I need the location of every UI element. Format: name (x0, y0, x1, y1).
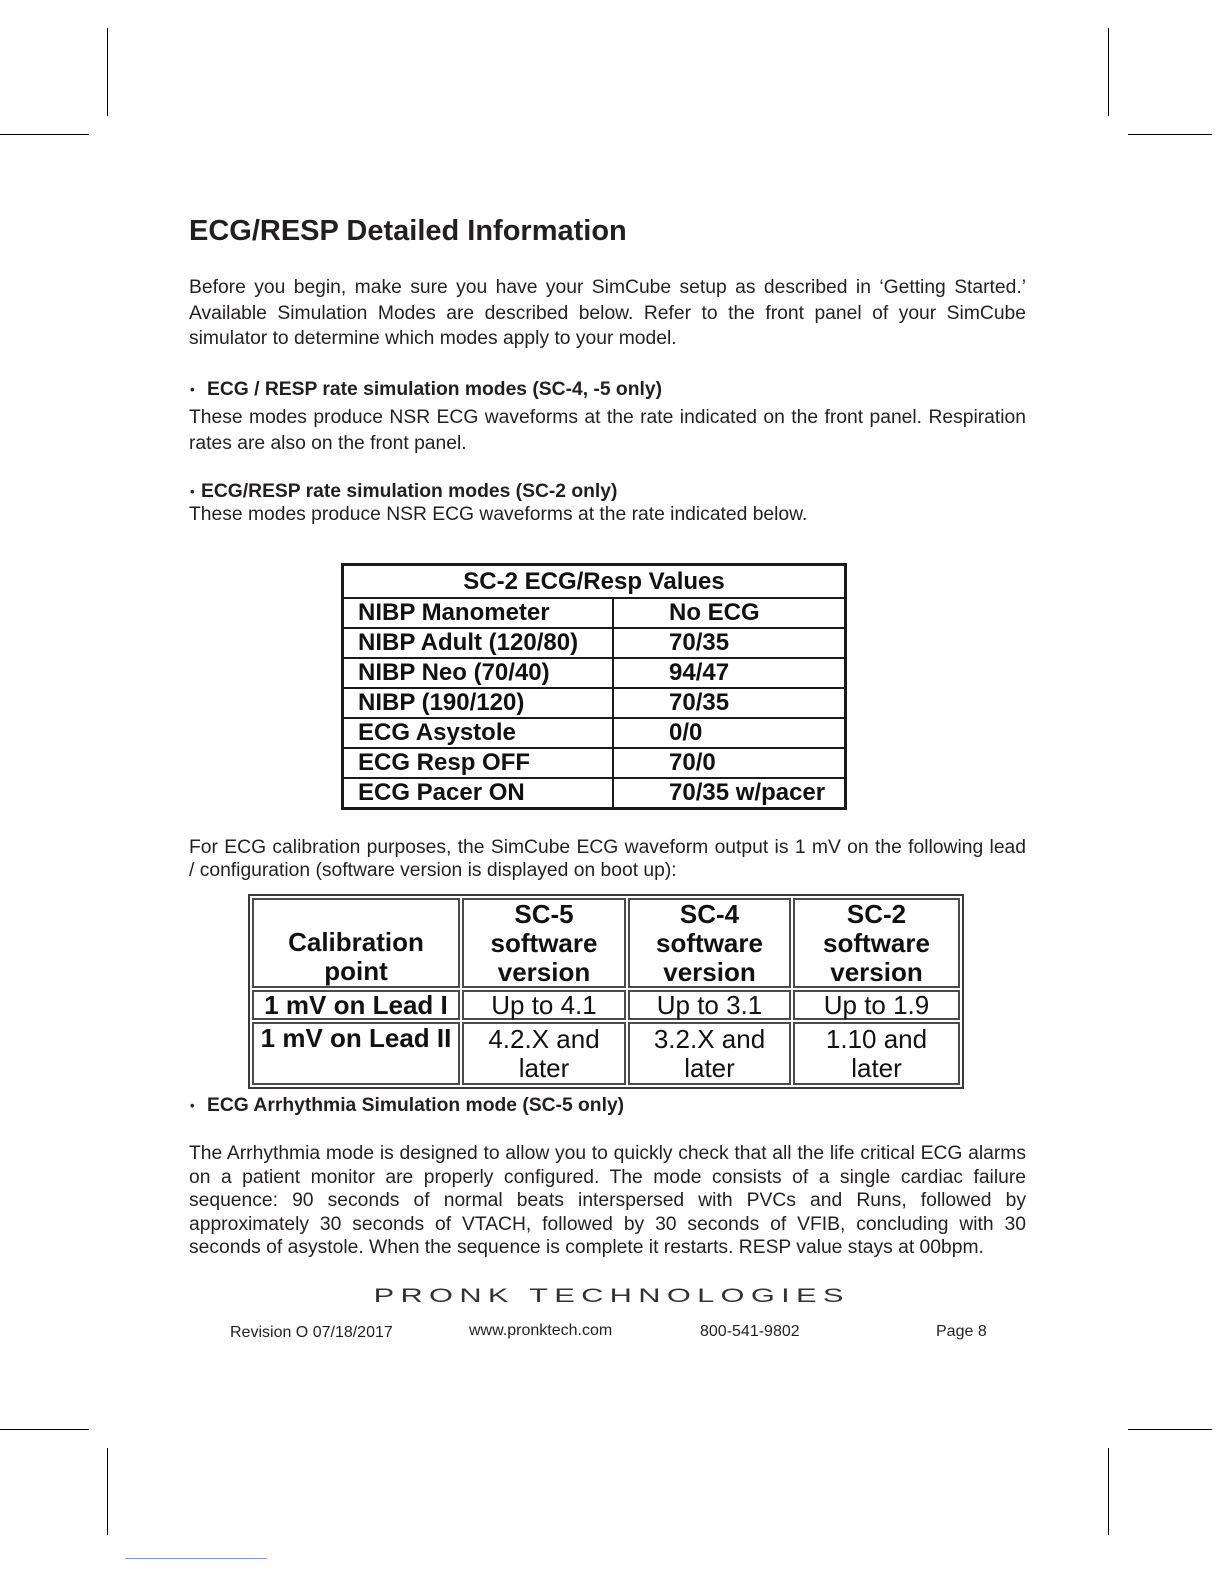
table-row (344, 719, 844, 749)
sc45-paragraph (189, 405, 1026, 457)
revision-date: Revision O 07/18/2017 (230, 1324, 393, 1341)
crop-mark-top-left-horizontal (0, 134, 89, 135)
crop-mark-bottom-right-vertical (1108, 1448, 1109, 1535)
page-number: Page 8 (936, 1323, 987, 1340)
table-cell-mode: NIBP Manometer (344, 599, 614, 627)
table-cell-value: 70/0 (669, 749, 716, 776)
table-cell-mode: ECG Pacer ON (344, 779, 614, 807)
crop-mark-top-right-horizontal (1128, 134, 1212, 135)
table-cell-mode: NIBP Neo (70/40) (344, 659, 614, 687)
calibration-paragraph (189, 836, 1026, 882)
paragraph-line: rates are also on the front panel. (189, 433, 467, 454)
table-row (344, 659, 844, 689)
paragraph-line: Available Simulation Modes are described below. Refer to the front panel of your SimCube (189, 302, 1026, 324)
page-title: ECG/RESP Detailed Information (189, 215, 627, 247)
paragraph-line: on a patient monitor are properly configured. The mode consists of a single cardiac failure (189, 1166, 1026, 1188)
table-row (344, 689, 844, 719)
section-heading-text: ECG Arrhythmia Simulation mode (SC-5 only) (207, 1095, 625, 1116)
table-header-sc2: SC-2 software version (793, 898, 960, 988)
table-cell-sc2-version: 1.10 and later (793, 1022, 960, 1085)
paragraph-line: For ECG calibration purposes, the SimCube ECG waveform output is 1 mV on the following lead (189, 837, 1026, 858)
paragraph-line: / configuration (software version is displayed on boot up): (189, 860, 677, 881)
crop-mark-top-right-vertical (1108, 28, 1109, 116)
table-row (344, 629, 844, 659)
phone-number: 800-541-9802 (700, 1323, 800, 1340)
website: www.pronktech.com (469, 1322, 613, 1339)
table-cell-mode: ECG Resp OFF (344, 749, 614, 777)
section-heading-sc45 (189, 378, 662, 402)
crop-mark-bottom-left-vertical (107, 1448, 108, 1535)
table-cell-sc4-version: 3.2.X and later (628, 1022, 791, 1085)
table-row (344, 779, 844, 807)
table-header-calibration-point: Calibration point (252, 898, 460, 988)
bullet-icon: • (190, 1098, 195, 1113)
crop-mark-bottom-left-horizontal (0, 1429, 89, 1430)
paragraph-line: Before you begin, make sure you have your SimCube setup as described in ‘Getting Started.’ (189, 277, 1026, 298)
table-cell-sc5-version: 4.2.X and later (462, 1022, 626, 1085)
table-cell-value: 70/35 (669, 629, 730, 656)
bottom-blue-rule (125, 1558, 267, 1559)
table-cell-value: 94/47 (669, 659, 730, 686)
intro-paragraph (189, 275, 1026, 352)
paragraph-line: These modes produce NSR ECG waveforms at the rate indicated below. (189, 504, 808, 525)
table-cell-sc4-version: Up to 3.1 (628, 990, 791, 1020)
table-cell-mode: ECG Asystole (344, 719, 614, 747)
section-heading-text: ECG/RESP rate simulation modes (SC-2 only) (201, 481, 618, 502)
table-cell-mode: NIBP Adult (120/80) (344, 629, 614, 657)
paragraph-line: The Arrhythmia mode is designed to allow you to quickly check that all the life critical ECG alarms (189, 1143, 1026, 1164)
paragraph-line: These modes produce NSR ECG waveforms at the rate indicated on the front panel. Respiration (189, 407, 1026, 428)
crop-mark-bottom-right-horizontal (1128, 1429, 1212, 1430)
paragraph-line: approximately 30 seconds of VTACH, followed by 30 seconds of VFIB, concluding with 30 (189, 1213, 1026, 1235)
table-cell-mode: NIBP (190/120) (344, 689, 614, 717)
table-header-sc4: SC-4 software version (628, 898, 791, 988)
calibration-table (248, 894, 964, 1089)
table-cell-lead: 1 mV on Lead II (252, 1022, 460, 1085)
table-cell-sc5-version: Up to 4.1 (462, 990, 626, 1020)
table-title: SC-2 ECG/Resp Values (344, 566, 844, 599)
sc2-values-table (341, 563, 847, 810)
sc2-paragraph (189, 503, 1026, 527)
bullet-icon: • (190, 484, 195, 499)
table-cell-lead: 1 mV on Lead I (252, 990, 460, 1020)
crop-mark-top-left-vertical (107, 28, 108, 116)
arrhythmia-paragraph (189, 1142, 1026, 1260)
section-heading-text: ECG / RESP rate simulation modes (SC-4, -5 only) (207, 379, 662, 400)
company-logo (0, 1285, 1224, 1307)
paragraph-line: seconds of asystole. When the sequence is complete it restarts. RESP value stays at 00bpm. (189, 1237, 984, 1258)
section-heading-arrhythmia (189, 1094, 624, 1118)
table-row (344, 749, 844, 779)
paragraph-line: simulator to determine which modes apply to your model. (189, 328, 677, 349)
table-cell-value: No ECG (669, 599, 760, 626)
table-cell-value: 0/0 (669, 719, 703, 746)
bullet-icon: • (190, 382, 195, 397)
section-heading-sc2 (189, 480, 617, 504)
table-row (344, 599, 844, 629)
table-cell-value: 70/35 (669, 689, 730, 716)
paragraph-line: sequence: 90 seconds of normal beats interspersed with PVCs and Runs, followed by (189, 1190, 1026, 1211)
table-cell-value: 70/35 w/pacer (669, 779, 826, 806)
company-name: PRONK TECHNOLOGIES (373, 1285, 851, 1307)
table-header-sc5: SC-5 software version (462, 898, 626, 988)
table-cell-sc2-version: Up to 1.9 (793, 990, 960, 1020)
